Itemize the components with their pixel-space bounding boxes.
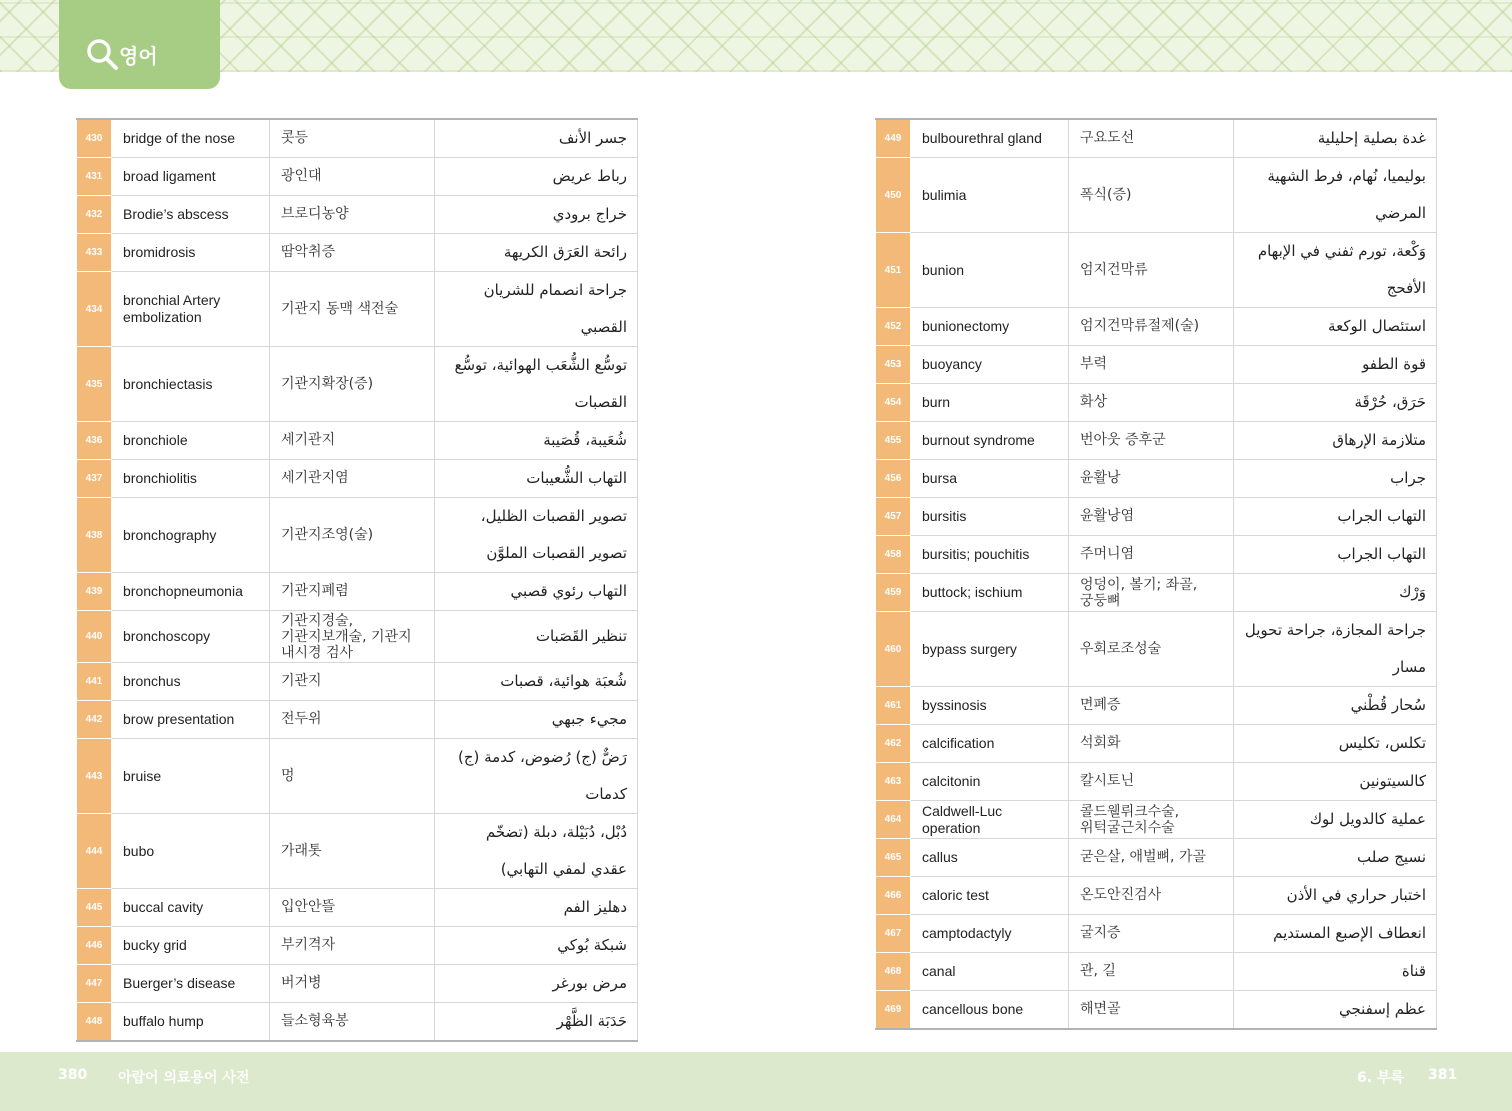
english-term: Caldwell-Luc operation: [911, 801, 1069, 839]
english-term: bridge of the nose: [112, 119, 270, 158]
table-row: [77, 739, 638, 814]
arabic-term: نسيج صلب: [1234, 839, 1437, 877]
arabic-term: قناة: [1234, 953, 1437, 991]
korean-term: 석회화: [1080, 735, 1121, 751]
english-term: bucky grid: [112, 927, 270, 965]
korean-term: 기관지확장(증): [281, 375, 374, 392]
entry-number: 447: [77, 965, 112, 1003]
entry-number: 463: [876, 763, 911, 801]
korean-term: 우회로조성술: [1080, 640, 1162, 657]
arabic-term: التهاب رئوي قصبي: [435, 573, 638, 611]
english-term: broad ligament: [112, 158, 270, 196]
table-row: [77, 701, 638, 739]
table-row: [77, 234, 638, 272]
english-term: bursitis: [911, 498, 1069, 536]
korean-term: 세기관지: [281, 432, 336, 448]
english-term: camptodactyly: [911, 915, 1069, 953]
english-term: bypass surgery: [911, 612, 1069, 687]
table-row: [876, 536, 1437, 574]
table-row: [876, 953, 1437, 991]
arabic-term: تصوير القصبات الظليل، تصوير القصبات الملوَّن: [435, 498, 638, 573]
korean-term: 기관지 동맥 색전술: [281, 300, 399, 317]
arabic-term: سُحار قُطْني: [1234, 687, 1437, 725]
korean-term: 윤활낭: [1080, 470, 1121, 486]
arabic-term: تكلس، تكليس: [1234, 725, 1437, 763]
table-row: [77, 422, 638, 460]
english-term: byssinosis: [911, 687, 1069, 725]
korean-term: 칼시토닌: [1080, 773, 1135, 789]
english-term: calcification: [911, 725, 1069, 763]
arabic-term: جراحة انصمام للشريان القصبي: [435, 272, 638, 347]
korean-term: 굳은살, 애벌뼈, 가골: [1080, 849, 1206, 865]
korean-term: 세기관지염: [281, 470, 349, 486]
arabic-term: التهاب الجراب: [1234, 498, 1437, 536]
english-term: bronchiole: [112, 422, 270, 460]
table-row: [876, 915, 1437, 953]
english-term: bronchoscopy: [112, 611, 270, 663]
table-row: [77, 460, 638, 498]
korean-term: 화상: [1080, 394, 1108, 410]
korean-term: 주머니염: [1080, 546, 1135, 562]
english-term: bursa: [911, 460, 1069, 498]
korean-term: 콧등: [281, 130, 309, 146]
korean-term: 해면골: [1080, 1001, 1121, 1017]
table-row: [876, 801, 1437, 839]
table-row: [77, 814, 638, 889]
english-term: burnout syndrome: [911, 422, 1069, 460]
table-row: [876, 308, 1437, 346]
table-row: [876, 877, 1437, 915]
arabic-term: التهاب الجراب: [1234, 536, 1437, 574]
english-term: calcitonin: [911, 763, 1069, 801]
korean-term: 윤활낭염: [1080, 508, 1135, 524]
page-footer: [0, 1052, 1512, 1111]
korean-term: 엉덩이, 볼기; 좌골, 궁둥뼈: [1080, 576, 1198, 609]
arabic-term: انعطاف الإصبع المستديم: [1234, 915, 1437, 953]
english-term: bursitis; pouchitis: [911, 536, 1069, 574]
section-tab: [59, 0, 220, 89]
english-term: bronchus: [112, 663, 270, 701]
book-title: 아랍어 의료용어 사전: [118, 1070, 250, 1086]
entry-number: 457: [876, 498, 911, 536]
table-row: [876, 725, 1437, 763]
table-row: [876, 384, 1437, 422]
entry-number: 450: [876, 158, 911, 233]
arabic-term: توسُّع الشُّعَب الهوائية، توسُّع القصبات: [435, 347, 638, 422]
korean-term: 폭식(증): [1080, 186, 1132, 203]
entry-number: 451: [876, 233, 911, 308]
table-row: [876, 346, 1437, 384]
english-term: bronchopneumonia: [112, 573, 270, 611]
chapter-title: 6. 부록: [1357, 1070, 1404, 1086]
korean-term: 기관지: [281, 673, 322, 689]
arabic-term: عملية كالدويل لوك: [1234, 801, 1437, 839]
english-term: cancellous bone: [911, 991, 1069, 1030]
english-term: bruise: [112, 739, 270, 814]
header-pattern: [0, 0, 1512, 72]
korean-term: 관, 길: [1080, 963, 1116, 979]
arabic-term: جراب: [1234, 460, 1437, 498]
entry-number: 431: [77, 158, 112, 196]
entry-number: 467: [876, 915, 911, 953]
entry-number: 444: [77, 814, 112, 889]
table-row: [876, 460, 1437, 498]
entry-number: 461: [876, 687, 911, 725]
korean-term: 번아웃 증후군: [1080, 432, 1166, 448]
arabic-term: وَكْعة، تورم ثفني في الإبهام الأفحج: [1234, 233, 1437, 308]
english-term: callus: [911, 839, 1069, 877]
entry-number: 453: [876, 346, 911, 384]
english-term: bronchiolitis: [112, 460, 270, 498]
arabic-term: حَرَق، حُرْقَة: [1234, 384, 1437, 422]
arabic-term: جراحة المجازة، جراحة تحويل مسار: [1234, 612, 1437, 687]
english-term: Brodie’s abscess: [112, 196, 270, 234]
korean-term: 들소형육봉: [281, 1013, 349, 1029]
arabic-term: جسر الأنف: [435, 119, 638, 158]
entry-number: 438: [77, 498, 112, 573]
korean-term: 부키격자: [281, 937, 336, 953]
arabic-term: حَدَبَة الظَّهْر: [435, 1003, 638, 1042]
arabic-term: رَضٌّ (ج) رُضوض، كدمة (ج) كدمات: [435, 739, 638, 814]
entry-number: 456: [876, 460, 911, 498]
entry-number: 466: [876, 877, 911, 915]
entry-number: 464: [876, 801, 911, 839]
english-term: buttock; ischium: [911, 574, 1069, 612]
table-row: [77, 1003, 638, 1042]
arabic-term: دهليز الفم: [435, 889, 638, 927]
entry-number: 434: [77, 272, 112, 347]
korean-term: 버거병: [281, 975, 322, 991]
korean-term: 면폐증: [1080, 697, 1121, 713]
arabic-term: خراج برودي: [435, 196, 638, 234]
entry-number: 468: [876, 953, 911, 991]
table-row: [876, 422, 1437, 460]
entry-number: 433: [77, 234, 112, 272]
english-term: bulbourethral gland: [911, 119, 1069, 158]
korean-term: 구요도선: [1080, 130, 1135, 146]
table-row: [77, 196, 638, 234]
english-term: bronchography: [112, 498, 270, 573]
korean-term: 멍: [281, 767, 295, 784]
korean-term: 입안안뜰: [281, 899, 336, 915]
entry-number: 441: [77, 663, 112, 701]
english-term: bunionectomy: [911, 308, 1069, 346]
table-row: [876, 612, 1437, 687]
term-table-left: [76, 118, 638, 1042]
table-row: [876, 498, 1437, 536]
korean-term: 부력: [1080, 356, 1108, 372]
english-term: bromidrosis: [112, 234, 270, 272]
entry-number: 437: [77, 460, 112, 498]
arabic-term: التهاب الشُّعيبات: [435, 460, 638, 498]
table-row: [876, 763, 1437, 801]
entry-number: 469: [876, 991, 911, 1030]
english-term: buoyancy: [911, 346, 1069, 384]
table-row: [77, 119, 638, 158]
english-term: brow presentation: [112, 701, 270, 739]
table-row: [77, 927, 638, 965]
entry-number: 432: [77, 196, 112, 234]
arabic-term: مجيء جبهي: [435, 701, 638, 739]
arabic-term: شُعَيبة، قُصَيبة: [435, 422, 638, 460]
english-term: bunion: [911, 233, 1069, 308]
entry-number: 435: [77, 347, 112, 422]
entry-number: 442: [77, 701, 112, 739]
arabic-term: شبكة بُوكي: [435, 927, 638, 965]
arabic-term: كالسيتونين: [1234, 763, 1437, 801]
arabic-term: قوة الطفو: [1234, 346, 1437, 384]
entry-number: 462: [876, 725, 911, 763]
korean-term: 기관지경술, 기관지보개술, 기관지 내시경 검사: [281, 612, 412, 661]
english-term: caloric test: [911, 877, 1069, 915]
entry-number: 430: [77, 119, 112, 158]
english-term: bronchiectasis: [112, 347, 270, 422]
arabic-term: تنظير القَصَبات: [435, 611, 638, 663]
table-row: [77, 611, 638, 663]
arabic-term: رائحة العَرَق الكريهة: [435, 234, 638, 272]
arabic-term: استئصال الوكعة: [1234, 308, 1437, 346]
arabic-term: اختبار حراري في الأذن: [1234, 877, 1437, 915]
korean-term: 콜드웰뤼크수술, 위턱굴근치수술: [1080, 803, 1180, 836]
page-number-right: 381: [1428, 1067, 1458, 1083]
arabic-term: بوليميا، نُهام، فرط الشهية المرضي: [1234, 158, 1437, 233]
entry-number: 460: [876, 612, 911, 687]
table-row: [77, 158, 638, 196]
table-row: [77, 965, 638, 1003]
arabic-term: رباط عريض: [435, 158, 638, 196]
table-row: [77, 272, 638, 347]
entry-number: 454: [876, 384, 911, 422]
entry-number: 452: [876, 308, 911, 346]
arabic-term: مرض بورغر: [435, 965, 638, 1003]
page-number-left: 380: [58, 1067, 88, 1083]
entry-number: 459: [876, 574, 911, 612]
arabic-term: وَرْك: [1234, 574, 1437, 612]
arabic-term: شُعبَة هوائية، قصبات: [435, 663, 638, 701]
entry-number: 439: [77, 573, 112, 611]
arabic-term: غدة بصلية إحليلية: [1234, 119, 1437, 158]
arabic-term: عظم إسفنجي: [1234, 991, 1437, 1030]
table-row: [77, 663, 638, 701]
entry-number: 455: [876, 422, 911, 460]
search-icon: [85, 37, 119, 71]
korean-term: 광인대: [281, 168, 322, 184]
english-term: buccal cavity: [112, 889, 270, 927]
arabic-term: دُبْل، دُبَيْلة، دبلة (تضخّم عقدي لمفي التهابي): [435, 814, 638, 889]
arabic-term: متلازمة الإرهاق: [1234, 422, 1437, 460]
korean-term: 엄지건막류절제(술): [1080, 318, 1200, 334]
english-term: bulimia: [911, 158, 1069, 233]
table-row: [77, 889, 638, 927]
section-title: 영어: [119, 44, 158, 68]
korean-term: 브로디농양: [281, 206, 349, 222]
entry-number: 448: [77, 1003, 112, 1042]
english-term: bubo: [112, 814, 270, 889]
english-term: canal: [911, 953, 1069, 991]
table-row: [876, 687, 1437, 725]
korean-term: 온도안진검사: [1080, 887, 1162, 903]
table-row: [77, 573, 638, 611]
table-row: [876, 574, 1437, 612]
english-term: burn: [911, 384, 1069, 422]
table-row: [77, 347, 638, 422]
korean-term: 기관지폐렴: [281, 583, 349, 599]
table-row: [876, 158, 1437, 233]
korean-term: 기관지조영(술): [281, 526, 374, 543]
korean-term: 굴지증: [1080, 925, 1121, 941]
table-row: [876, 991, 1437, 1030]
entry-number: 443: [77, 739, 112, 814]
table-row: [876, 839, 1437, 877]
english-term: bronchial Artery embolization: [112, 272, 270, 347]
entry-number: 449: [876, 119, 911, 158]
entry-number: 458: [876, 536, 911, 574]
entry-number: 445: [77, 889, 112, 927]
entry-number: 446: [77, 927, 112, 965]
korean-term: 전두위: [281, 711, 322, 727]
entry-number: 436: [77, 422, 112, 460]
term-table-right: [875, 118, 1437, 1030]
korean-term: 땀악취증: [281, 244, 336, 260]
korean-term: 엄지건막류: [1080, 261, 1148, 278]
korean-term: 가래톳: [281, 842, 322, 859]
entry-number: 465: [876, 839, 911, 877]
table-row: [876, 119, 1437, 158]
english-term: buffalo hump: [112, 1003, 270, 1042]
table-row: [77, 498, 638, 573]
entry-number: 440: [77, 611, 112, 663]
english-term: Buerger’s disease: [112, 965, 270, 1003]
table-row: [876, 233, 1437, 308]
